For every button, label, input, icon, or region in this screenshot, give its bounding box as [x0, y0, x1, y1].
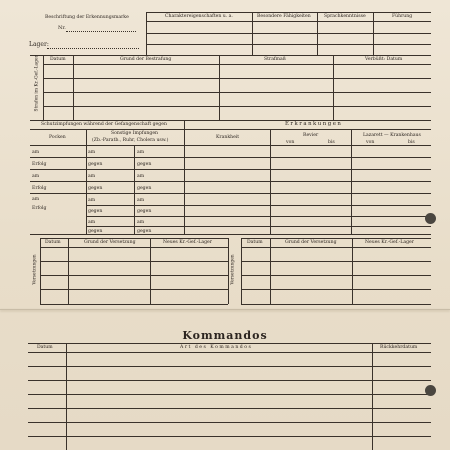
- strafen-row-3: [43, 106, 431, 107]
- vers-right-row-1: [241, 261, 431, 262]
- impf-row-5-right: am: [137, 198, 145, 203]
- lazarett-header: Lazarett — Krankenhaus: [363, 133, 421, 138]
- erkr-line-1: [184, 157, 431, 158]
- erkrankungen-header-line: [184, 129, 431, 130]
- kommandos-row-4: [28, 408, 431, 409]
- impfungen-sub-header-line: [30, 145, 184, 146]
- vers-right-bottom: [241, 304, 431, 305]
- erkr-line-7: [184, 226, 431, 227]
- header-sub-line: [146, 21, 431, 22]
- erkrankungen-sub-line: [184, 145, 431, 146]
- kommandos-col-1: [66, 343, 67, 450]
- versetzungen-grund-left: Grund der Versetzung: [84, 240, 136, 245]
- impf-row-2-right: gegen: [137, 162, 152, 167]
- vers-right-row-2: [241, 275, 431, 276]
- kommandos-title: Kommandos: [182, 329, 268, 342]
- erkr-line-2: [184, 169, 431, 170]
- impf-line-5: [86, 205, 184, 206]
- versetzungen-lager-left: Neues Kr.-Gef.-Lager: [163, 240, 212, 245]
- vers-left-row-3: [40, 289, 228, 290]
- kommandos-row-3: [28, 394, 431, 395]
- sonstige-header: Sonstige Impfungen: [111, 131, 159, 136]
- strafen-top-line: [30, 55, 431, 56]
- punch-hole-upper: [425, 213, 436, 224]
- impf-row-5-left: am: [32, 197, 40, 202]
- strafen-datum-header: Datum: [50, 57, 66, 62]
- impf-row-7-right: am: [137, 220, 145, 225]
- erkennungsmarke-label: Beschriftung der Erkennungsmarke: [45, 15, 129, 20]
- impf-row-1-left: am: [32, 150, 40, 155]
- lazarett-bis: bis: [408, 140, 415, 145]
- kommandos-row-6: [28, 436, 431, 437]
- vers-left-row-2: [40, 275, 228, 276]
- impf-line-7: [86, 226, 184, 227]
- revier-bis: bis: [328, 140, 335, 145]
- lager-label: Lager:: [29, 41, 49, 48]
- erkr-line-4: [184, 193, 431, 194]
- faehigkeiten-label: Besondere Fähigkeiten: [257, 14, 311, 19]
- strafen-side-label: Strafen im Kr.-Gef.-Lager: [34, 55, 40, 112]
- strafen-header-line: [43, 64, 431, 65]
- mid-bottom-line: [30, 234, 431, 235]
- impf-row-8-mid: gegen: [88, 229, 103, 234]
- pocken-header: Pocken: [49, 135, 66, 140]
- impf-row-4-left: Erfolg: [32, 186, 47, 191]
- vers-left-right-border: [228, 238, 229, 304]
- erkrankungen-header: Erkrankungen: [285, 121, 343, 127]
- kommandos-top-line: [28, 343, 431, 344]
- kommandos-col-2: [372, 343, 373, 450]
- impf-row-1-mid: am: [88, 150, 96, 155]
- kommandos-row-5: [28, 422, 431, 423]
- impf-row-2-mid: gegen: [88, 162, 103, 167]
- krankheit-header: Krankheit: [216, 135, 240, 140]
- kommandos-row-1: [28, 366, 431, 367]
- impf-line-6: [86, 216, 184, 217]
- strafen-verbuesst-header: Verbüßt: Datum: [365, 57, 403, 62]
- strafen-strafmass-header: Strafmaß: [264, 57, 286, 62]
- nr-label: Nr.: [58, 25, 66, 31]
- impf-row-2-left: Erfolg: [32, 162, 47, 167]
- fuehrung-label: Führung: [392, 14, 413, 19]
- impfungen-header: Schutzimpfungen während der Gefangenschaft gegen: [41, 122, 167, 127]
- impf-row-4-right: gegen: [137, 186, 152, 191]
- header-row-line-1: [146, 33, 431, 34]
- strafen-bottom-line: [30, 120, 431, 121]
- header-row-line-2: [146, 44, 431, 45]
- revier-header: Revier: [303, 133, 319, 138]
- vers-right-header-line: [241, 247, 431, 248]
- sprachkenntnisse-label: Sprachkenntnisse: [324, 14, 366, 19]
- charakter-label: Charaktereigenschaften u. a.: [165, 14, 233, 19]
- versetzungen-lager-right: Neues Kr.-Gef.-Lager: [365, 240, 414, 245]
- kommandos-art-header: Art des Kommandos: [180, 345, 253, 350]
- impfungen-col-2: [134, 145, 135, 234]
- impf-line-2: [30, 169, 184, 170]
- header-top-line: [146, 12, 431, 13]
- impf-line-3: [30, 181, 184, 182]
- strafen-row-1: [43, 78, 431, 79]
- kommandos-datum-header: Datum: [37, 345, 53, 350]
- vers-left-bottom: [40, 304, 228, 305]
- sonstige-sub-header: (Zb.-Paratb., Ruhr, Cholera usw.): [92, 138, 169, 143]
- kommandos-rueckkehr-header: Rückkehrdatum: [380, 345, 418, 350]
- punch-hole-lower: [425, 385, 436, 396]
- erkr-line-3: [184, 181, 431, 182]
- impfungen-header-line: [30, 129, 184, 130]
- impf-row-1-right: am: [137, 150, 145, 155]
- impf-row-6-left: Erfolg: [32, 206, 47, 211]
- impf-row-3-left: am: [32, 174, 40, 179]
- kommandos-row-2: [28, 380, 431, 381]
- impf-row-5-mid: am: [88, 198, 96, 203]
- impf-row-3-right: am: [137, 174, 145, 179]
- impf-row-7-mid: am: [88, 220, 96, 225]
- impf-line-1: [30, 157, 184, 158]
- impf-row-6-mid: gegen: [88, 209, 103, 214]
- card-fold-line: [0, 309, 450, 310]
- impf-row-8-right: gegen: [137, 229, 152, 234]
- versetzungen-datum-left: Datum: [45, 240, 61, 245]
- vers-left-header-line: [40, 247, 228, 248]
- strafen-grund-header: Grund der Bestrafung: [120, 57, 172, 62]
- versetzungen-side-label-right: Versetzungen: [230, 254, 236, 285]
- impf-row-3-mid: am: [88, 174, 96, 179]
- lazarett-von: von: [366, 140, 375, 145]
- kommandos-header-line: [28, 352, 431, 353]
- erkr-line-5: [184, 205, 431, 206]
- nr-line: [66, 31, 136, 32]
- impf-row-4-mid: gegen: [88, 186, 103, 191]
- revier-von: von: [286, 140, 295, 145]
- lager-line: [47, 48, 139, 49]
- strafen-row-2: [43, 92, 431, 93]
- erkr-line-6: [184, 216, 431, 217]
- vers-left-row-1: [40, 261, 228, 262]
- versetzungen-side-label-left: Versetzungen: [32, 254, 38, 285]
- impf-line-4: [30, 193, 184, 194]
- versetzungen-grund-right: Grund der Versetzung: [285, 240, 337, 245]
- impf-row-6-right: gegen: [137, 209, 152, 214]
- versetzungen-datum-right: Datum: [247, 240, 263, 245]
- vers-right-row-3: [241, 289, 431, 290]
